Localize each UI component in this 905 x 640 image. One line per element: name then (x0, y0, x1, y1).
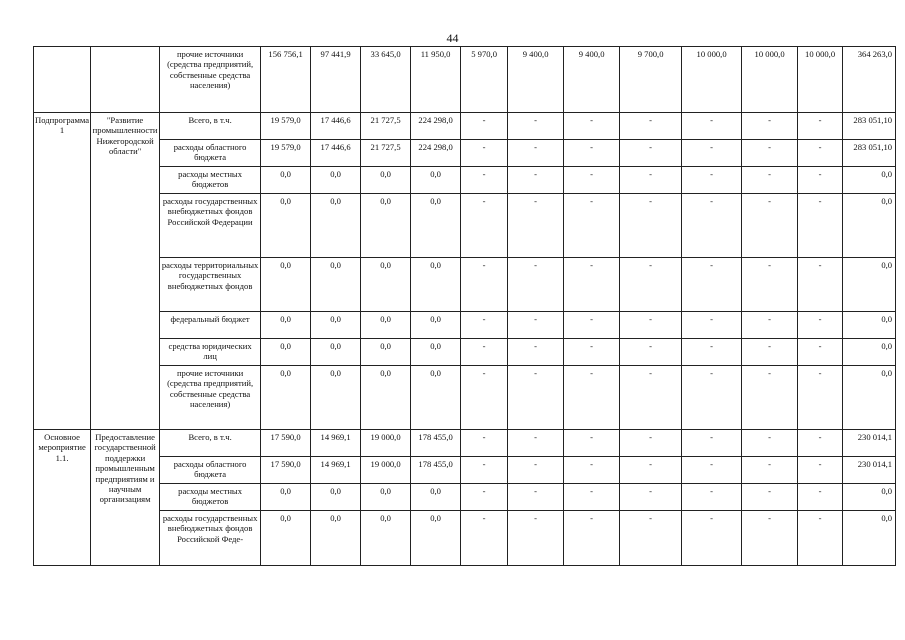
total-cell: 230 014,1 (843, 430, 896, 457)
value-cell: - (798, 430, 843, 457)
total-cell: 230 014,1 (843, 457, 896, 484)
source-cell: средства юридических лиц (160, 339, 261, 366)
value-cell: 0,0 (311, 484, 361, 511)
value-cell: - (461, 430, 508, 457)
value-cell: - (564, 312, 620, 339)
value-cell: - (508, 366, 564, 430)
value-cell: 224 298,0 (411, 113, 461, 140)
value-cell: 9 700,0 (620, 47, 682, 113)
value-cell: - (682, 113, 742, 140)
value-cell: - (620, 167, 682, 194)
total-cell: 364 263,0 (843, 47, 896, 113)
source-cell: расходы территориальных государственных внебюджетных фондов (160, 258, 261, 312)
value-cell: 97 441,9 (311, 47, 361, 113)
total-cell: 0,0 (843, 312, 896, 339)
value-cell: - (682, 484, 742, 511)
value-cell: - (564, 140, 620, 167)
activity-level-cell: Основное мероприятие 1.1. (34, 430, 91, 566)
source-cell: прочие источники (средства предприятий, собственные средства населения) (160, 366, 261, 430)
value-cell: - (620, 258, 682, 312)
table-row (34, 47, 896, 113)
value-cell: - (564, 430, 620, 457)
value-cell: 0,0 (261, 167, 311, 194)
source-cell: Всего, в т.ч. (160, 430, 261, 457)
value-cell: - (508, 140, 564, 167)
value-cell: - (798, 366, 843, 430)
value-cell: 178 455,0 (411, 457, 461, 484)
value-cell: - (461, 484, 508, 511)
value-cell: - (461, 258, 508, 312)
value-cell: - (742, 339, 798, 366)
value-cell: 17 446,6 (311, 113, 361, 140)
total-cell: 0,0 (843, 167, 896, 194)
budget-table (33, 46, 896, 566)
value-cell: - (742, 366, 798, 430)
value-cell: - (798, 258, 843, 312)
table-row (34, 258, 896, 312)
value-cell: - (742, 258, 798, 312)
value-cell: 0,0 (411, 339, 461, 366)
total-cell: 283 051,10 (843, 113, 896, 140)
value-cell: 0,0 (361, 258, 411, 312)
source-cell: расходы государственных внебюджетных фондов Российской Федерации (160, 194, 261, 258)
value-cell: - (508, 339, 564, 366)
value-cell: - (742, 167, 798, 194)
value-cell: 0,0 (261, 511, 311, 566)
value-cell: 0,0 (361, 366, 411, 430)
value-cell: - (682, 430, 742, 457)
value-cell: - (461, 113, 508, 140)
value-cell: - (798, 140, 843, 167)
table-row (34, 167, 896, 194)
source-cell: расходы областного бюджета (160, 457, 261, 484)
value-cell: 17 590,0 (261, 430, 311, 457)
value-cell: - (564, 167, 620, 194)
source-cell: прочие источники (средства предприятий, собственные средства населения) (160, 47, 261, 113)
level-cell (34, 47, 91, 113)
value-cell: 5 970,0 (461, 47, 508, 113)
value-cell: 0,0 (261, 339, 311, 366)
total-cell: 283 051,10 (843, 140, 896, 167)
value-cell: - (620, 511, 682, 566)
value-cell: 11 950,0 (411, 47, 461, 113)
value-cell: 0,0 (261, 258, 311, 312)
value-cell: - (620, 312, 682, 339)
value-cell: 0,0 (311, 167, 361, 194)
value-cell: 14 969,1 (311, 430, 361, 457)
value-cell: 17 590,0 (261, 457, 311, 484)
value-cell: 0,0 (311, 194, 361, 258)
value-cell: - (620, 457, 682, 484)
value-cell: 33 645,0 (361, 47, 411, 113)
value-cell: 0,0 (361, 484, 411, 511)
value-cell: - (564, 366, 620, 430)
value-cell: 0,0 (311, 339, 361, 366)
table-row (34, 457, 896, 484)
table-row (34, 484, 896, 511)
value-cell: - (682, 194, 742, 258)
value-cell: - (682, 339, 742, 366)
value-cell: - (461, 457, 508, 484)
value-cell: 19 579,0 (261, 113, 311, 140)
table-row (34, 140, 896, 167)
value-cell: - (742, 140, 798, 167)
value-cell: - (564, 484, 620, 511)
subprogram-level-cell: Подпрограмма 1 (34, 113, 91, 430)
value-cell: - (461, 312, 508, 339)
name-cell (91, 47, 160, 113)
source-cell: расходы местных бюджетов (160, 167, 261, 194)
value-cell: - (742, 484, 798, 511)
value-cell: - (620, 366, 682, 430)
value-cell: - (508, 194, 564, 258)
value-cell: - (682, 312, 742, 339)
value-cell: - (508, 430, 564, 457)
value-cell: 0,0 (411, 194, 461, 258)
value-cell: 0,0 (411, 312, 461, 339)
value-cell: - (682, 457, 742, 484)
value-cell: - (742, 113, 798, 140)
table-row (34, 312, 896, 339)
table-row (34, 113, 896, 140)
subprogram-name-cell: "Развитие промышленности Нижегородской области" (91, 113, 160, 430)
value-cell: - (461, 339, 508, 366)
value-cell: - (798, 511, 843, 566)
value-cell: 0,0 (311, 511, 361, 566)
value-cell: - (620, 339, 682, 366)
total-cell: 0,0 (843, 366, 896, 430)
value-cell: 0,0 (361, 511, 411, 566)
source-cell: расходы местных бюджетов (160, 484, 261, 511)
value-cell: - (798, 113, 843, 140)
value-cell: - (620, 430, 682, 457)
total-cell: 0,0 (843, 511, 896, 566)
value-cell: - (682, 258, 742, 312)
value-cell: 19 579,0 (261, 140, 311, 167)
value-cell: - (564, 194, 620, 258)
value-cell: - (620, 113, 682, 140)
value-cell: 0,0 (361, 167, 411, 194)
value-cell: - (564, 339, 620, 366)
value-cell: - (508, 484, 564, 511)
value-cell: 19 000,0 (361, 457, 411, 484)
value-cell: 17 446,6 (311, 140, 361, 167)
value-cell: - (682, 511, 742, 566)
value-cell: 0,0 (261, 194, 311, 258)
value-cell: - (798, 457, 843, 484)
value-cell: 0,0 (311, 258, 361, 312)
value-cell: 178 455,0 (411, 430, 461, 457)
value-cell: 9 400,0 (508, 47, 564, 113)
value-cell: 156 756,1 (261, 47, 311, 113)
source-cell: расходы областного бюджета (160, 140, 261, 167)
value-cell: - (798, 484, 843, 511)
source-cell: Всего, в т.ч. (160, 113, 261, 140)
value-cell: 0,0 (261, 484, 311, 511)
value-cell: 0,0 (411, 511, 461, 566)
value-cell: - (508, 258, 564, 312)
value-cell: - (682, 167, 742, 194)
value-cell: 21 727,5 (361, 140, 411, 167)
source-cell: федеральный бюджет (160, 312, 261, 339)
value-cell: - (620, 484, 682, 511)
value-cell: 0,0 (311, 312, 361, 339)
value-cell: - (461, 194, 508, 258)
total-cell: 0,0 (843, 339, 896, 366)
value-cell: 14 969,1 (311, 457, 361, 484)
page-number: 44 (446, 31, 459, 45)
value-cell: - (461, 511, 508, 566)
value-cell: - (461, 140, 508, 167)
value-cell: - (564, 113, 620, 140)
value-cell: 0,0 (311, 366, 361, 430)
value-cell: - (508, 312, 564, 339)
value-cell: - (742, 457, 798, 484)
table-row (34, 366, 896, 430)
total-cell: 0,0 (843, 258, 896, 312)
value-cell: 0,0 (361, 339, 411, 366)
value-cell: - (620, 140, 682, 167)
total-cell: 0,0 (843, 194, 896, 258)
value-cell: 0,0 (411, 167, 461, 194)
value-cell: 0,0 (361, 312, 411, 339)
value-cell: - (461, 167, 508, 194)
value-cell: 0,0 (411, 484, 461, 511)
value-cell: - (461, 366, 508, 430)
value-cell: 0,0 (361, 194, 411, 258)
value-cell: 9 400,0 (564, 47, 620, 113)
activity-name-cell: Предоставление государственной поддержки промышленным предприятиям и научным организациям (91, 430, 160, 566)
value-cell: - (508, 167, 564, 194)
value-cell: - (508, 511, 564, 566)
value-cell: 0,0 (411, 258, 461, 312)
value-cell: - (742, 312, 798, 339)
source-cell: расходы государственных внебюджетных фондов Российской Феде- (160, 511, 261, 566)
table-row (34, 430, 896, 457)
value-cell: 0,0 (411, 366, 461, 430)
value-cell: - (564, 511, 620, 566)
value-cell: 0,0 (261, 366, 311, 430)
value-cell: - (508, 113, 564, 140)
value-cell: - (798, 194, 843, 258)
value-cell: - (564, 258, 620, 312)
value-cell: - (682, 366, 742, 430)
value-cell: - (620, 194, 682, 258)
value-cell: - (742, 430, 798, 457)
value-cell: - (742, 194, 798, 258)
table-row (34, 194, 896, 258)
value-cell: 10 000,0 (682, 47, 742, 113)
value-cell: 21 727,5 (361, 113, 411, 140)
value-cell: 19 000,0 (361, 430, 411, 457)
value-cell: - (798, 312, 843, 339)
value-cell: - (742, 511, 798, 566)
value-cell: 10 000,0 (742, 47, 798, 113)
table-row (34, 339, 896, 366)
value-cell: 0,0 (261, 312, 311, 339)
value-cell: - (798, 167, 843, 194)
table-row (34, 511, 896, 566)
value-cell: - (682, 140, 742, 167)
value-cell: - (508, 457, 564, 484)
value-cell: 224 298,0 (411, 140, 461, 167)
value-cell: - (564, 457, 620, 484)
total-cell: 0,0 (843, 484, 896, 511)
value-cell: 10 000,0 (798, 47, 843, 113)
value-cell: - (798, 339, 843, 366)
